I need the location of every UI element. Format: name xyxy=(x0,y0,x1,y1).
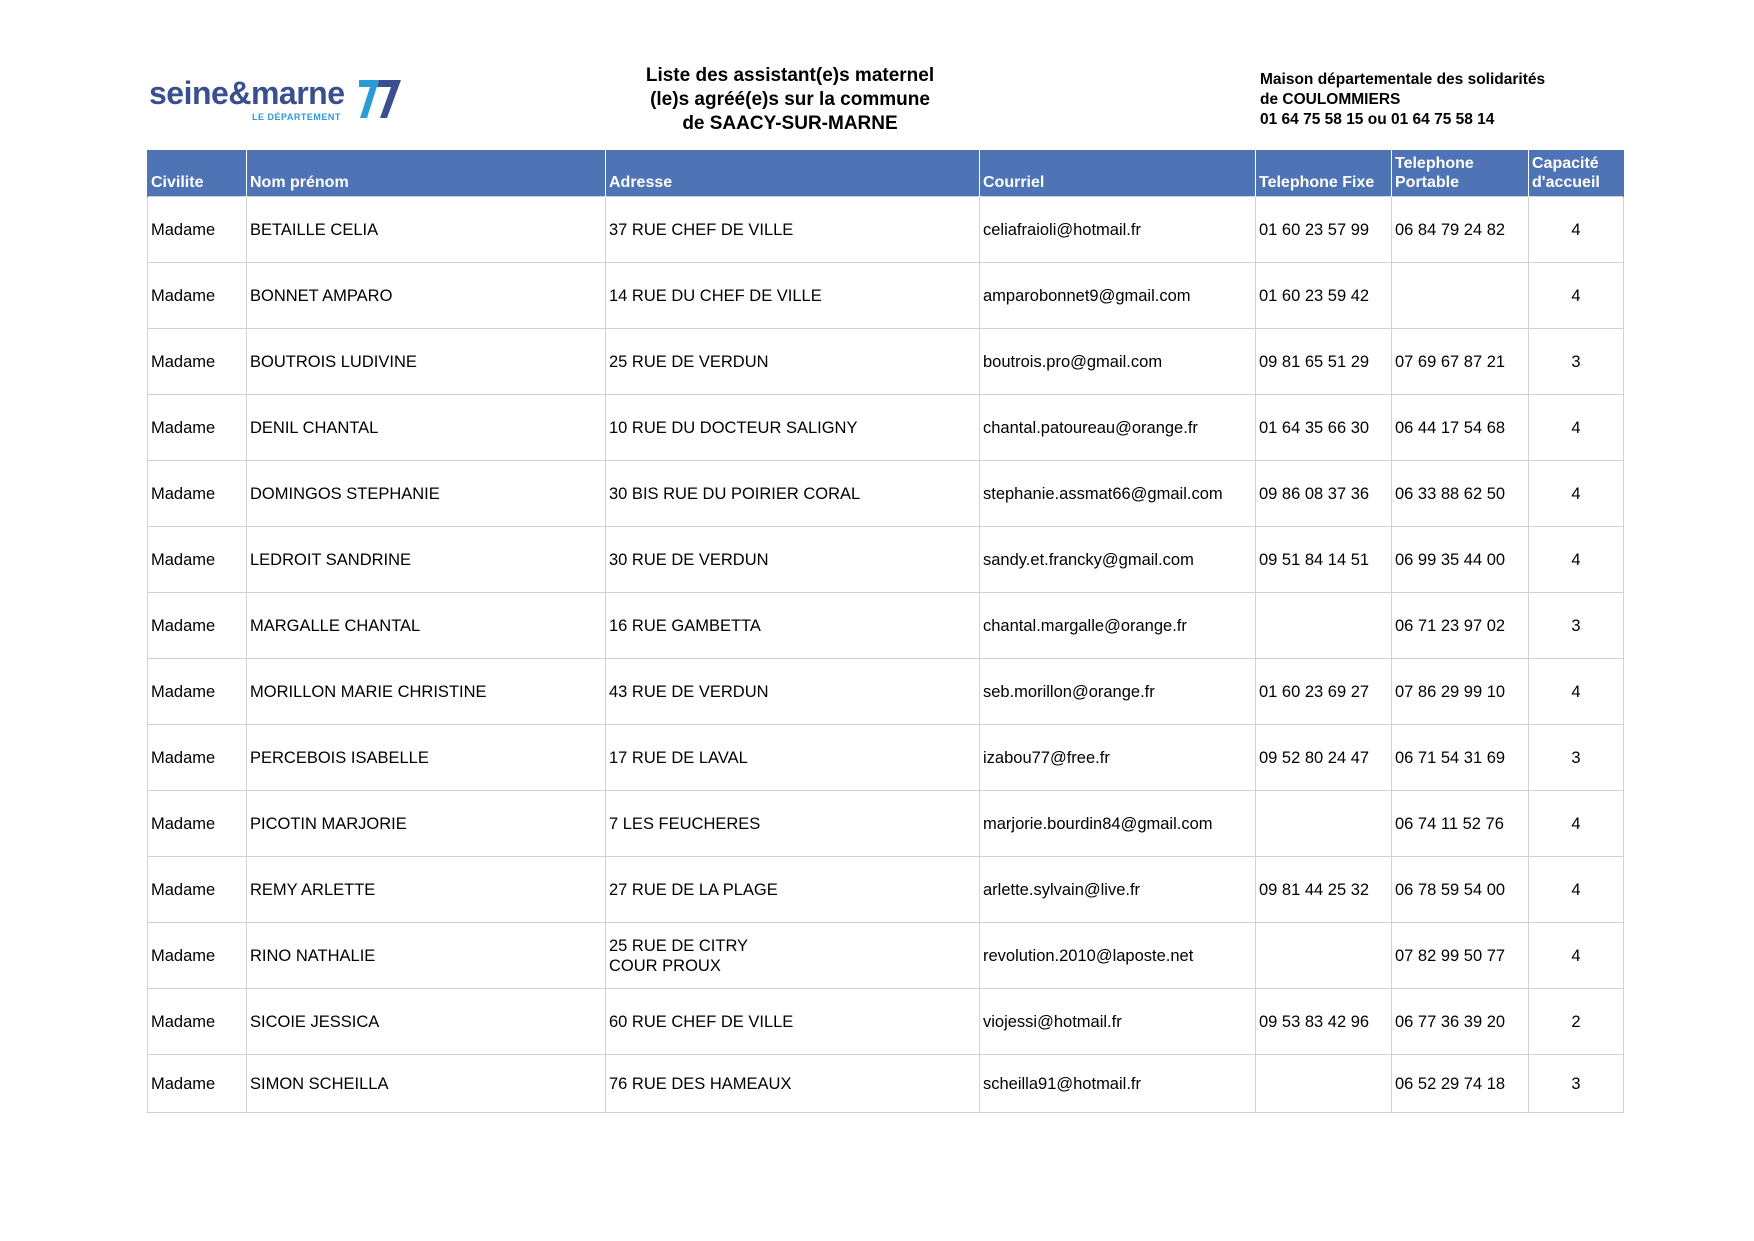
cell-courriel: boutrois.pro@gmail.com xyxy=(980,329,1256,395)
cell-adresse xyxy=(606,263,980,329)
table-row xyxy=(148,857,1624,923)
cell-telephone-fixe: 01 60 23 69 27 xyxy=(1256,659,1392,725)
cell-courriel: chantal.patoureau@orange.fr xyxy=(980,395,1256,461)
cell-capacite: 3 xyxy=(1529,1055,1624,1113)
column-header-label: Telephone xyxy=(1395,155,1474,172)
assistants-table xyxy=(147,150,1624,1113)
cell-civilite: Madame xyxy=(148,197,247,263)
cell-capacite: 4 xyxy=(1529,263,1624,329)
cell-nom-prenom: BONNET AMPARO xyxy=(247,263,606,329)
table-row xyxy=(148,1055,1624,1113)
cell-telephone-portable: 07 86 29 99 10 xyxy=(1392,659,1529,725)
column-header-label: Telephone Fixe xyxy=(1259,174,1375,191)
cell-adresse xyxy=(606,791,980,857)
address-line: 16 RUE GAMBETTA xyxy=(609,616,761,635)
title-line-3: de SAACY-SUR-MARNE xyxy=(682,113,898,134)
cell-nom-prenom: DENIL CHANTAL xyxy=(247,395,606,461)
title-line-2: (le)s agréé(e)s sur la commune xyxy=(650,89,930,110)
office-phone: 01 64 75 58 15 ou 01 64 75 58 14 xyxy=(1260,111,1495,128)
cell-capacite: 2 xyxy=(1529,989,1624,1055)
address-line: 60 RUE CHEF DE VILLE xyxy=(609,1012,794,1031)
cell-courriel: viojessi@hotmail.fr xyxy=(980,989,1256,1055)
office-city: de COULOMMIERS xyxy=(1260,91,1401,108)
cell-telephone-fixe xyxy=(1256,923,1392,989)
cell-telephone-portable xyxy=(1392,263,1529,329)
table-row xyxy=(148,395,1624,461)
cell-telephone-fixe: 09 81 44 25 32 xyxy=(1256,857,1392,923)
cell-civilite: Madame xyxy=(148,791,247,857)
cell-telephone-portable: 06 74 11 52 76 xyxy=(1392,791,1529,857)
cell-civilite: Madame xyxy=(148,923,247,989)
office-name: Maison départementale des solidarités xyxy=(1260,71,1546,88)
cell-nom-prenom: SIMON SCHEILLA xyxy=(247,1055,606,1113)
address-line: COUR PROUX xyxy=(609,956,721,975)
cell-adresse xyxy=(606,659,980,725)
cell-civilite: Madame xyxy=(148,857,247,923)
cell-courriel: izabou77@free.fr xyxy=(980,725,1256,791)
table-row xyxy=(148,791,1624,857)
address-line: 30 RUE DE VERDUN xyxy=(609,550,769,569)
cell-telephone-portable: 06 77 36 39 20 xyxy=(1392,989,1529,1055)
cell-telephone-fixe: 09 81 65 51 29 xyxy=(1256,329,1392,395)
cell-telephone-portable: 06 78 59 54 00 xyxy=(1392,857,1529,923)
cell-adresse xyxy=(606,1055,980,1113)
address-line: 25 RUE DE VERDUN xyxy=(609,352,769,371)
cell-civilite: Madame xyxy=(148,725,247,791)
cell-nom-prenom: MORILLON MARIE CHRISTINE xyxy=(247,659,606,725)
cell-nom-prenom: DOMINGOS STEPHANIE xyxy=(247,461,606,527)
cell-telephone-portable: 06 33 88 62 50 xyxy=(1392,461,1529,527)
cell-capacite: 3 xyxy=(1529,725,1624,791)
column-header-telephone-portable xyxy=(1392,150,1529,197)
cell-capacite: 4 xyxy=(1529,857,1624,923)
cell-nom-prenom: BOUTROIS LUDIVINE xyxy=(247,329,606,395)
table-row xyxy=(148,989,1624,1055)
cell-courriel: amparobonnet9@gmail.com xyxy=(980,263,1256,329)
cell-adresse xyxy=(606,593,980,659)
cell-courriel: marjorie.bourdin84@gmail.com xyxy=(980,791,1256,857)
column-header-nom-prenom xyxy=(247,150,606,197)
column-header-label: Courriel xyxy=(983,174,1045,191)
address-line: 25 RUE DE CITRY xyxy=(609,936,749,955)
column-header-adresse xyxy=(606,150,980,197)
address-line: 10 RUE DU DOCTEUR SALIGNY xyxy=(609,418,858,437)
table-row xyxy=(148,725,1624,791)
cell-adresse xyxy=(606,461,980,527)
table-row xyxy=(148,197,1624,263)
cell-nom-prenom: PERCEBOIS ISABELLE xyxy=(247,725,606,791)
cell-telephone-fixe xyxy=(1256,1055,1392,1113)
cell-capacite: 4 xyxy=(1529,659,1624,725)
cell-adresse xyxy=(606,725,980,791)
cell-telephone-portable: 07 82 99 50 77 xyxy=(1392,923,1529,989)
cell-adresse xyxy=(606,989,980,1055)
cell-courriel: revolution.2010@laposte.net xyxy=(980,923,1256,989)
address-line: 37 RUE CHEF DE VILLE xyxy=(609,220,794,239)
column-header-label: Portable xyxy=(1395,174,1460,191)
cell-capacite: 3 xyxy=(1529,329,1624,395)
logo-77-mark xyxy=(355,76,405,120)
cell-telephone-fixe: 09 53 83 42 96 xyxy=(1256,989,1392,1055)
cell-telephone-portable: 06 84 79 24 82 xyxy=(1392,197,1529,263)
table-row xyxy=(148,329,1624,395)
column-header-label: Civilite xyxy=(151,174,204,191)
table-header-row xyxy=(148,150,1624,197)
table-body xyxy=(148,197,1624,1113)
table-row xyxy=(148,593,1624,659)
cell-telephone-fixe: 01 60 23 57 99 xyxy=(1256,197,1392,263)
table-row xyxy=(148,527,1624,593)
address-line: 30 BIS RUE DU POIRIER CORAL xyxy=(609,484,861,503)
cell-courriel: celiafraioli@hotmail.fr xyxy=(980,197,1256,263)
cell-nom-prenom: MARGALLE CHANTAL xyxy=(247,593,606,659)
document-title xyxy=(600,64,980,136)
assistants-table-container xyxy=(147,150,1623,1113)
column-header-capacite-accueil xyxy=(1529,150,1624,197)
column-header-telephone-fixe xyxy=(1256,150,1392,197)
logo-subtitle: LE DÉPARTEMENT xyxy=(252,112,341,122)
cell-telephone-fixe: 01 64 35 66 30 xyxy=(1256,395,1392,461)
cell-capacite: 3 xyxy=(1529,593,1624,659)
cell-telephone-fixe: 09 86 08 37 36 xyxy=(1256,461,1392,527)
cell-civilite: Madame xyxy=(148,593,247,659)
column-header-label: Capacité xyxy=(1532,155,1599,172)
cell-nom-prenom: LEDROIT SANDRINE xyxy=(247,527,606,593)
cell-civilite: Madame xyxy=(148,263,247,329)
cell-civilite: Madame xyxy=(148,461,247,527)
cell-courriel: seb.morillon@orange.fr xyxy=(980,659,1256,725)
cell-adresse xyxy=(606,923,980,989)
cell-courriel: arlette.sylvain@live.fr xyxy=(980,857,1256,923)
cell-telephone-fixe: 09 51 84 14 51 xyxy=(1256,527,1392,593)
cell-nom-prenom: PICOTIN MARJORIE xyxy=(247,791,606,857)
cell-capacite: 4 xyxy=(1529,527,1624,593)
cell-adresse xyxy=(606,329,980,395)
column-header-courriel xyxy=(980,150,1256,197)
address-line: 7 LES FEUCHERES xyxy=(609,814,761,833)
title-line-1: Liste des assistant(e)s maternel xyxy=(645,65,935,86)
cell-telephone-portable: 07 69 67 87 21 xyxy=(1392,329,1529,395)
address-line: 76 RUE DES HAMEAUX xyxy=(609,1074,792,1093)
address-line: 14 RUE DU CHEF DE VILLE xyxy=(609,286,822,305)
cell-adresse xyxy=(606,857,980,923)
cell-telephone-fixe: 09 52 80 24 47 xyxy=(1256,725,1392,791)
cell-civilite: Madame xyxy=(148,527,247,593)
address-line: 27 RUE DE LA PLAGE xyxy=(609,880,778,899)
cell-telephone-portable: 06 52 29 74 18 xyxy=(1392,1055,1529,1113)
address-line: 43 RUE DE VERDUN xyxy=(609,682,769,701)
cell-courriel: chantal.margalle@orange.fr xyxy=(980,593,1256,659)
address-line: 17 RUE DE LAVAL xyxy=(609,748,748,767)
cell-courriel: stephanie.assmat66@gmail.com xyxy=(980,461,1256,527)
cell-courriel: scheilla91@hotmail.fr xyxy=(980,1055,1256,1113)
cell-capacite: 4 xyxy=(1529,395,1624,461)
cell-civilite: Madame xyxy=(148,989,247,1055)
cell-telephone-portable: 06 44 17 54 68 xyxy=(1392,395,1529,461)
table-row xyxy=(148,461,1624,527)
cell-telephone-portable: 06 71 23 97 02 xyxy=(1392,593,1529,659)
logo-brand-text: seine&marne xyxy=(149,75,345,111)
cell-capacite: 4 xyxy=(1529,791,1624,857)
cell-civilite: Madame xyxy=(148,329,247,395)
table-row xyxy=(148,263,1624,329)
department-logo xyxy=(149,74,409,124)
cell-nom-prenom: SICOIE JESSICA xyxy=(247,989,606,1055)
cell-nom-prenom: BETAILLE CELIA xyxy=(247,197,606,263)
column-header-civilite xyxy=(148,150,247,197)
cell-telephone-portable: 06 71 54 31 69 xyxy=(1392,725,1529,791)
cell-telephone-fixe: 01 60 23 59 42 xyxy=(1256,263,1392,329)
cell-telephone-portable: 06 99 35 44 00 xyxy=(1392,527,1529,593)
cell-civilite: Madame xyxy=(148,395,247,461)
cell-capacite: 4 xyxy=(1529,461,1624,527)
column-header-label: d'accueil xyxy=(1532,174,1600,191)
table-row xyxy=(148,659,1624,725)
cell-civilite: Madame xyxy=(148,1055,247,1113)
office-contact-block xyxy=(1260,70,1600,130)
cell-telephone-fixe xyxy=(1256,791,1392,857)
table-row xyxy=(148,923,1624,989)
cell-courriel: sandy.et.francky@gmail.com xyxy=(980,527,1256,593)
logo-wordmark xyxy=(149,74,344,112)
cell-adresse xyxy=(606,395,980,461)
cell-adresse xyxy=(606,197,980,263)
column-header-label: Nom prénom xyxy=(250,174,349,191)
cell-nom-prenom: REMY ARLETTE xyxy=(247,857,606,923)
cell-adresse xyxy=(606,527,980,593)
cell-capacite: 4 xyxy=(1529,923,1624,989)
column-header-label: Adresse xyxy=(609,174,673,191)
cell-capacite: 4 xyxy=(1529,197,1624,263)
cell-telephone-fixe xyxy=(1256,593,1392,659)
cell-nom-prenom: RINO NATHALIE xyxy=(247,923,606,989)
cell-civilite: Madame xyxy=(148,659,247,725)
